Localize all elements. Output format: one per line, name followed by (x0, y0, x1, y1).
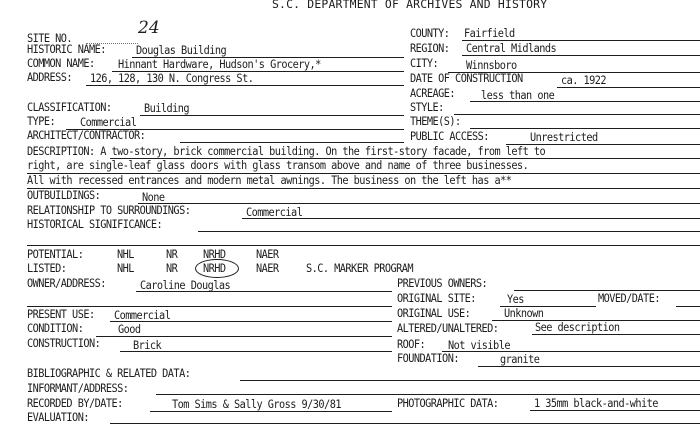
evaluation-label: EVALUATION: (27, 410, 89, 424)
recorded-underline (150, 411, 392, 412)
owner-value: Caroline Douglas (140, 278, 231, 292)
architect-label: ARCHITECT/CONTRACTOR: (27, 128, 146, 142)
foundation-label: FOUNDATION: (397, 351, 459, 365)
moved-date-label: MOVED/DATE: (598, 291, 660, 305)
roof-value: Not visible (448, 338, 510, 352)
condition-value: Good (118, 322, 141, 336)
photographic-value: 1 35mm black-and-white (534, 396, 658, 410)
outbuildings-value: None (142, 190, 165, 204)
public-access-value: Unrestricted (530, 130, 598, 144)
informant-label: INFORMANT/ADDRESS: (27, 381, 129, 395)
evaluation-underline (110, 423, 700, 424)
themes-label: THEME(S): (410, 114, 461, 128)
region-label: REGION: (410, 41, 450, 55)
outbuildings-underline (138, 203, 700, 204)
potential-nhl: NHL (117, 247, 134, 261)
original-site-label: ORIGINAL SITE: (397, 291, 476, 305)
architect-underline (180, 142, 404, 143)
site-no-label: SITE NO. (27, 31, 73, 45)
potential-naer: NAER (256, 247, 279, 261)
listed-label: LISTED: (27, 261, 67, 275)
condition-underline (96, 336, 392, 337)
description-line-1: DESCRIPTION: A two-story, brick commercial building. On the first-story facade, from left to (27, 144, 546, 158)
altered-label: ALTERED/UNALTERED: (397, 321, 499, 335)
description-line-2: right, are single-leaf glass doors with glass transom above and name of three businesses. (27, 158, 529, 172)
photographic-label: PHOTOGRAPHIC DATA: (397, 396, 499, 410)
photographic-underline (530, 410, 700, 411)
relationship-label: RELATIONSHIP TO SURROUNDINGS: (27, 203, 191, 217)
informant-underline (156, 394, 700, 395)
potential-nr: NR (166, 247, 178, 261)
acreage-underline (470, 101, 700, 102)
public-access-label: PUBLIC ACCESS: (410, 129, 489, 143)
foundation-value: granite (500, 352, 540, 366)
address-underline (86, 85, 404, 86)
listed-nhl: NHL (117, 261, 134, 275)
form-header-title: S.C. DEPARTMENT OF ARCHIVES AND HISTORY (272, 0, 548, 11)
themes-underline (470, 128, 700, 129)
historical-significance-underline-2 (27, 245, 700, 246)
roof-underline (442, 351, 700, 352)
listed-nrhd-circle (195, 259, 239, 278)
original-use-label: ORIGINAL USE: (397, 306, 471, 320)
owner-label: OWNER/ADDRESS: (27, 276, 106, 290)
acreage-label: ACREAGE: (410, 86, 456, 100)
marker-program-label: S.C. MARKER PROGRAM (306, 261, 414, 275)
style-label: STYLE: (410, 100, 444, 114)
relationship-underline (242, 218, 700, 219)
region-value: Central Midlands (466, 41, 557, 55)
description-line-3: All with recessed entrances and modern metal awnings. The business on the left has a** (27, 173, 512, 187)
bibliographic-underline (240, 380, 700, 381)
county-label: COUNTY: (410, 26, 450, 40)
outbuildings-label: OUTBUILDINGS: (27, 188, 101, 202)
region-underline (462, 55, 700, 56)
site-no-value: 24 (138, 18, 160, 38)
classification-value: Building (144, 101, 190, 115)
construction-underline (120, 351, 392, 352)
style-underline (454, 114, 700, 115)
present-use-value: Commercial (114, 308, 171, 322)
potential-label: POTENTIAL: (27, 247, 84, 261)
address-value: 126, 128, 130 N. Congress St. (90, 71, 254, 85)
type-value: Commercial (80, 115, 137, 129)
historical-significance-underline-1 (198, 231, 700, 232)
original-use-value: Unknown (504, 306, 544, 320)
recorded-value: Tom Sims & Sally Gross 9/30/81 (172, 397, 341, 411)
description-underline-3 (27, 188, 700, 189)
potential-nrhd: NRHD (203, 247, 226, 261)
city-value: Winnsboro (466, 58, 517, 72)
type-label: TYPE: (27, 114, 56, 128)
common-name-label: COMMON NAME: (27, 56, 95, 70)
classification-label: CLASSIFICATION: (27, 100, 112, 114)
bibliographic-label: BIBLIOGRAPHIC & RELATED DATA: (27, 366, 191, 380)
altered-underline (532, 334, 700, 335)
listed-naer: NAER (256, 261, 279, 275)
listed-nrhd: NRHD (203, 261, 226, 275)
historic-name-value: Douglas Building (136, 43, 227, 57)
present-use-underline (110, 321, 392, 322)
owner-underline (136, 291, 392, 292)
recorded-label: RECORDED BY/DATE: (27, 396, 123, 410)
historical-significance-label: HISTORICAL SIGNIFICANCE: (27, 217, 163, 231)
listed-nr: NR (166, 261, 178, 275)
date-of-construction-value: ca. 1922 (561, 73, 607, 87)
county-value: Fairfield (464, 26, 515, 40)
present-use-label: PRESENT USE: (27, 307, 95, 321)
address-label: ADDRESS: (27, 70, 73, 84)
construction-value: Brick (133, 338, 162, 352)
altered-value: See description (535, 320, 620, 334)
common-name-value: Hinnant Hardware, Hudson's Grocery,* (118, 57, 321, 71)
historic-name-label: HISTORIC NAME: (27, 42, 106, 56)
roof-label: ROOF: (397, 337, 426, 351)
relationship-value: Commercial (246, 205, 303, 219)
acreage-value: less than one (481, 88, 555, 102)
condition-label: CONDITION: (27, 321, 84, 335)
classification-underline (140, 115, 404, 116)
date-underline (557, 87, 700, 88)
moved-date-underline (676, 306, 700, 307)
original-site-value: Yes (507, 292, 524, 306)
construction-label: CONSTRUCTION: (27, 336, 101, 350)
city-label: CITY: (410, 56, 439, 70)
previous-owners-label: PREVIOUS OWNERS: (397, 276, 488, 290)
foundation-underline (478, 366, 700, 367)
date-of-construction-label: DATE OF CONSTRUCTION (410, 71, 523, 85)
